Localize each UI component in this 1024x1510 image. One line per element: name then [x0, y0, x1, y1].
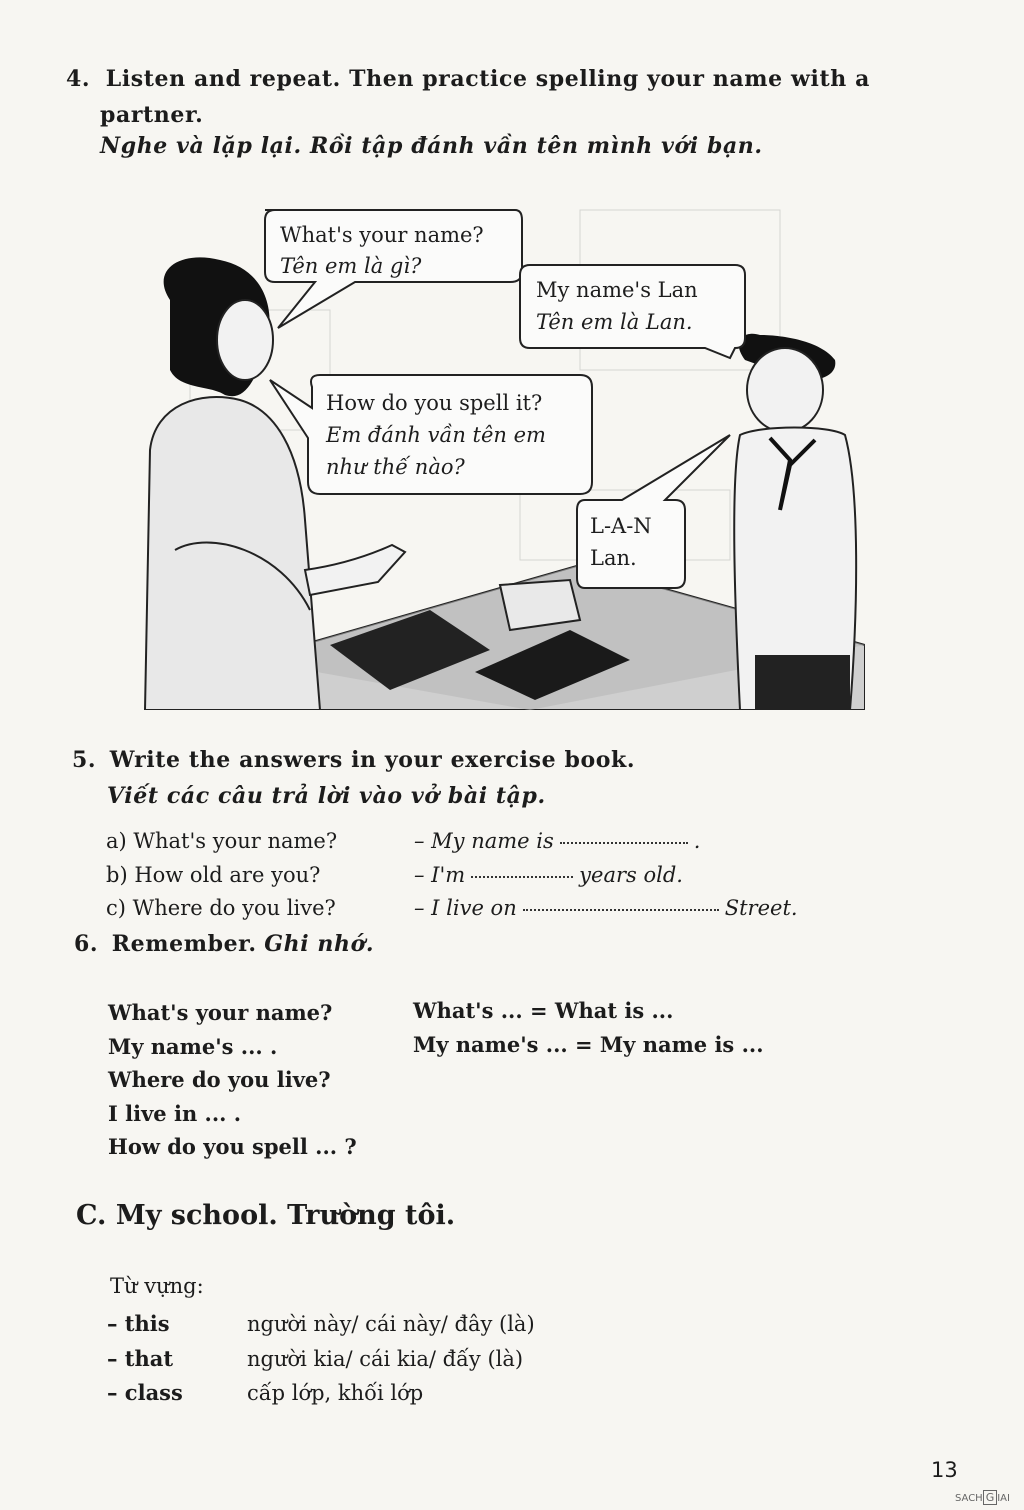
student-figure — [734, 334, 856, 710]
vocab-label: Từ vựng: — [110, 1274, 204, 1298]
ex6-title: Remember. — [111, 931, 257, 957]
ex5-instruction — [72, 747, 635, 773]
speech-bubble-spell — [270, 375, 592, 494]
ex5-item-answer — [414, 829, 700, 853]
ex5-instruction-text: Write the answers in your exercise book. — [109, 747, 636, 773]
ex5-answer-pre: – My name is — [414, 829, 554, 853]
remember-left-item: What's your name? — [108, 1000, 333, 1025]
bubble1-vi: Tên em là gì? — [280, 254, 422, 278]
ex4-translation: Nghe và lặp lại. Rồi tập đánh vần tên mình với bạn. — [100, 133, 763, 159]
bubble3-vi1: Em đánh vần tên em — [326, 423, 546, 447]
ex5-item-answer — [414, 863, 683, 887]
ex4-number: 4. — [66, 66, 91, 92]
ex4-instruction — [66, 66, 946, 92]
ex5-answer-post: years old. — [579, 863, 683, 887]
vocab-meaning: người kia/ cái kia/ đấy (là) — [247, 1346, 524, 1371]
ex5-item-question: How old are you? — [134, 863, 321, 887]
answer-blank[interactable] — [471, 876, 573, 878]
vocab-row — [107, 1342, 535, 1377]
bubble4-line1: L-A-N — [590, 514, 652, 538]
page-number: 13 — [931, 1458, 958, 1482]
ex4-instruction-line1: Listen and repeat. Then practice spelling your name with a — [105, 66, 870, 92]
ex5-answer-pre: – I'm — [414, 863, 466, 887]
speech-bubble-spelling — [577, 435, 730, 588]
remember-left-item: My name's ... . — [108, 1033, 278, 1059]
ex5-item-question: What's your name? — [133, 829, 338, 853]
vocab-list — [107, 1307, 535, 1411]
remember-right-item: My name's ... = My name is ... — [413, 1031, 764, 1057]
section-c-title: C. My school. Trường tôi. — [76, 1200, 456, 1231]
ex5-item-label: a) — [106, 829, 127, 853]
vocab-row — [107, 1376, 535, 1411]
bubble2-vi: Tên em là Lan. — [536, 310, 693, 334]
answer-blank[interactable] — [523, 909, 719, 911]
remember-left-item: Where do you live? — [108, 1067, 331, 1092]
ex5-item-question: Where do you live? — [132, 896, 336, 920]
ex6-number: 6. — [74, 931, 99, 957]
vocab-row — [107, 1307, 535, 1342]
ex5-item-answer — [414, 896, 798, 920]
vocab-term: – this — [107, 1311, 170, 1336]
bubble3-en: How do you spell it? — [326, 391, 543, 415]
ex6-title-vi: Ghi nhớ. — [264, 931, 375, 957]
ex6-heading — [74, 931, 374, 957]
speech-bubble-my-name — [520, 265, 745, 358]
ex5-item-label: b) — [106, 863, 128, 887]
watermark-logo — [955, 1490, 1010, 1505]
vocab-meaning: cấp lớp, khối lớp — [247, 1381, 424, 1405]
bubble1-en: What's your name? — [280, 223, 484, 247]
bubble3-vi2: như thế nào? — [326, 455, 465, 479]
watermark-text-a: SACH — [955, 1493, 983, 1504]
ex5-item-b — [106, 863, 886, 887]
answer-blank[interactable] — [560, 842, 688, 844]
remember-right-item: What's ... = What is ... — [413, 998, 674, 1023]
ex5-answer-pre: – I live on — [414, 896, 517, 920]
watermark-text-b: G — [983, 1490, 998, 1505]
bubble4-line2: Lan. — [590, 546, 637, 570]
ex5-item-label: c) — [106, 896, 126, 920]
vocab-term: – class — [107, 1380, 183, 1405]
ex5-item-a — [106, 829, 886, 853]
remember-left-list — [108, 996, 357, 1164]
ex5-translation: Viết các câu trả lời vào vở bài tập. — [107, 783, 546, 809]
watermark-text-c: IAI — [997, 1493, 1010, 1504]
speech-bubble-what-name — [265, 210, 522, 328]
ex5-item-c — [106, 896, 886, 920]
remember-left-item: How do you spell ... ? — [108, 1134, 357, 1159]
ex5-answer-post: Street. — [724, 896, 798, 920]
remember-left-item: I live in ... . — [108, 1100, 242, 1126]
vocab-term: – that — [107, 1345, 174, 1371]
bubble2-en: My name's Lan — [536, 278, 698, 302]
ex5-answer-post: . — [693, 829, 701, 853]
ex4-instruction-line2: partner. — [100, 102, 204, 128]
dialogue-illustration — [130, 190, 865, 710]
vocab-meaning: người này/ cái này/ đây (là) — [247, 1312, 535, 1336]
remember-right-list — [413, 994, 764, 1061]
ex5-number: 5. — [72, 747, 97, 773]
